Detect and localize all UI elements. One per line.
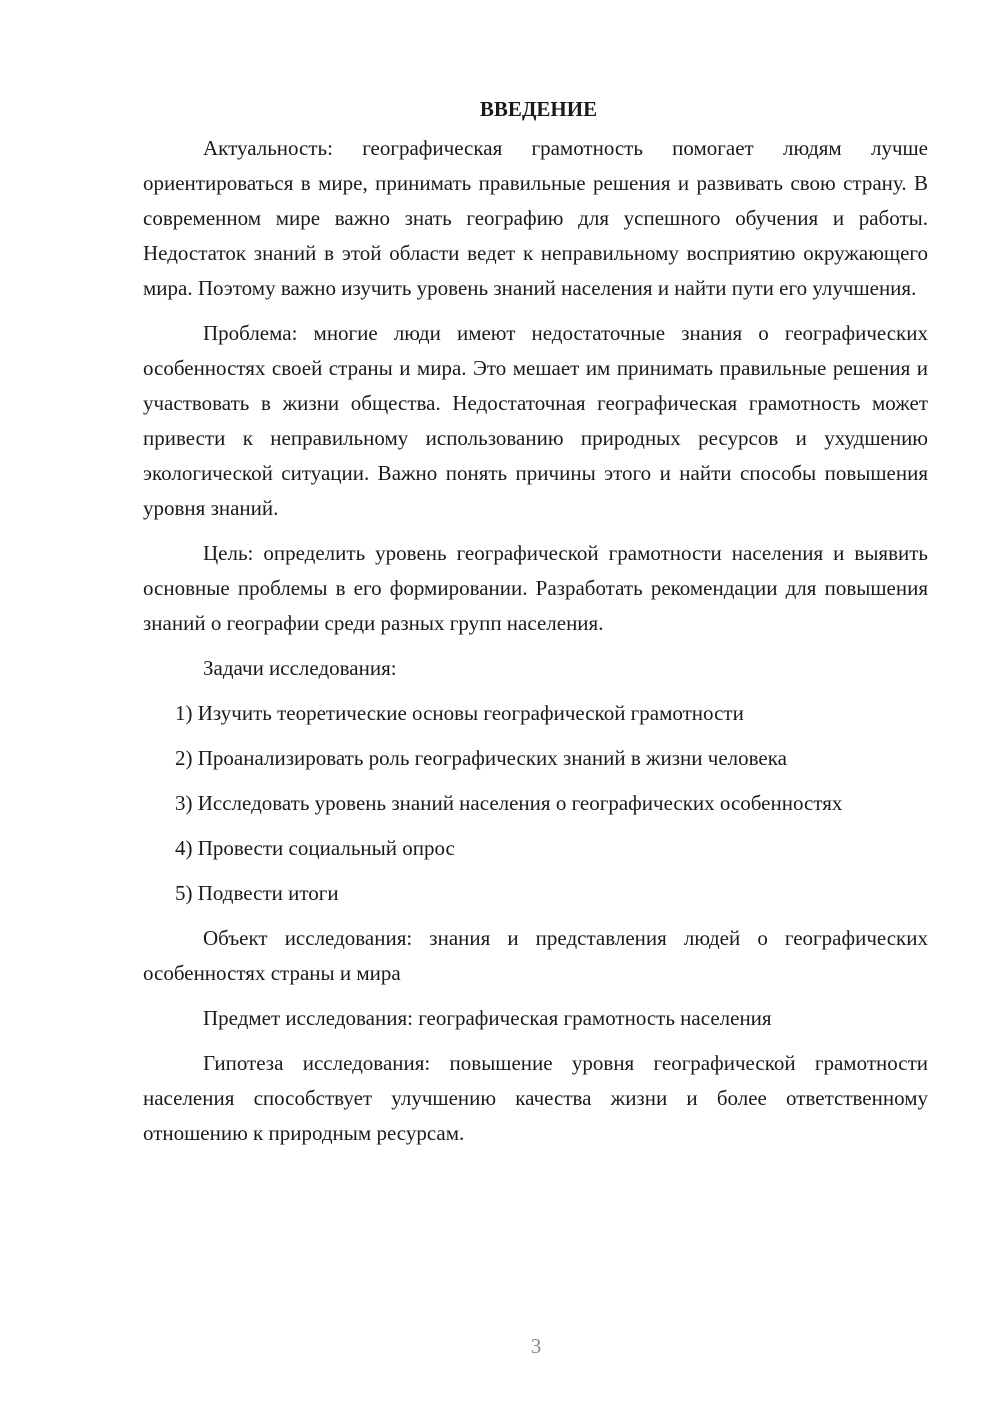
task-item-3: 3) Исследовать уровень знаний населения о географических особенностях xyxy=(175,791,843,815)
page-number: 3 xyxy=(530,1334,542,1358)
section-title: ВВЕДЕНИЕ xyxy=(479,97,598,121)
tasks-heading: Задачи исследования: xyxy=(203,656,397,680)
task-item-5: 5) Подвести итоги xyxy=(175,881,339,905)
task-item-4: 4) Провести социальный опрос xyxy=(175,836,455,860)
task-item-1: 1) Изучить теоретические основы географической грамотности xyxy=(175,701,744,725)
document-page xyxy=(143,92,928,1161)
paragraph-relevance: Актуальность: географическая грамотность помогает людям лучше ориентироваться в мире, принимать правильные решения и развивать свою страну. В современном мире важно знать географию для успешного обучения и работы. Недостаток знаний в этой области ведет к неправильному восприятию окружающего мира. Поэтому важно изучить уровень знаний населения и найти пути его улучшения. xyxy=(143,136,928,300)
paragraph-object: Объект исследования: знания и представления людей о географических особенностях страны и мира xyxy=(143,926,928,985)
paragraph-subject: Предмет исследования: географическая грамотность населения xyxy=(203,1006,772,1030)
paragraph-problem: Проблема: многие люди имеют недостаточные знания о географических особенностях своей страны и мира. Это мешает им принимать правильные решения и участвовать в жизни общества. Недостаточная географическая грамотность может привести к неправильному использованию природных ресурсов и ухудшению экологической ситуации. Важно понять причины этого и найти способы повышения уровня знаний. xyxy=(143,321,928,520)
paragraph-hypothesis: Гипотеза исследования: повышение уровня географической грамотности населения способствует улучшению качества жизни и более ответственному отношению к природным ресурсам. xyxy=(143,1051,928,1145)
paragraph-goal: Цель: определить уровень географической грамотности населения и выявить основные проблемы в его формировании. Разработать рекомендации для повышения знаний о географии среди разных групп населения. xyxy=(143,541,928,635)
task-item-2: 2) Проанализировать роль географических знаний в жизни человека xyxy=(175,746,787,770)
